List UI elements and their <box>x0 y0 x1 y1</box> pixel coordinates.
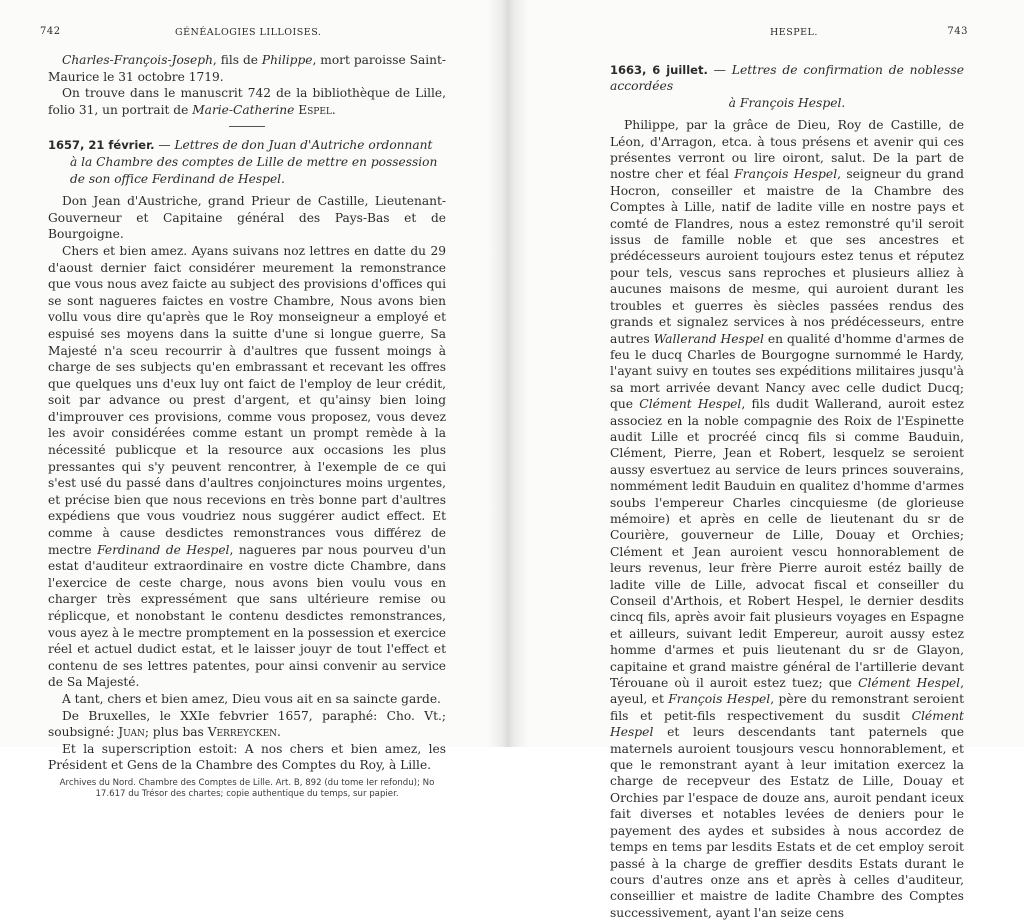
text-run: , père du remonstrant seroient fils et petit-fils respectivement du susdit <box>610 692 965 723</box>
signatory-name: Juan <box>118 725 145 740</box>
entry-title-line: à la Chambre des comptes de Lille de mettre en possession <box>70 154 438 169</box>
entry-date: 1663, 6 juillet. <box>610 63 708 77</box>
intro-paragraph-2 <box>48 85 446 118</box>
text-run: , seigneur du grand Hocron, conseiller et maistre de la Chambre des Comptes à Lille, natif de ladite ville en nostre pays et comté de Flandres, nous a estez remonstré qu'il seroit issus de famille noble et que ses ancestres et prédécesseurs auroient toujours estez tenus et réputez pour tels, vescus sans reproches et plusieurs alliez à aucunes maisons de mesme, qui auroient durant les troubles et guerres ès siècles passées rendus des grands et signalez services à nos prédécesseurs, entre autres <box>610 167 965 346</box>
text-run: , fils dudit Wallerand, auroit estez associez en la noble compagnie des Roix de l'Espinette audit Lille et procréé cincq fils si comme Bauduin, Clément, Pierre, Jean et Robert, lesquelz se seroient aussy esvertuez au service de leurs princes souverains, nommément ledit Bauduin en qualitez d'homme d'armes soubs l'empereur Charles cincquiesme (de glorieuse mémoire) et après en celle de lieutenant du sr de Courière, gouverneur de Lille, Douay et Orchies; Clément et Jean auroient vescu honnorablement de leurs revenus, leur frère Pierre auroit estéz bailly de ladite ville de Lille, advocat fiscal et conseiller du Conseil d'Arthois, et Robert Hespel, le dernier desdits cincq fils, après avoir fait plusieurs voyages en Espagne et ailleurs, suivant ledit Empereur, auroit aussy estez homme d'armes et puis lieutenant du sr de Glayon, capitaine et grand maistre général de l'artillerie devant Térouane où il auroit estez tuez; que <box>610 397 964 691</box>
text-run: et leurs descendants tant paternels que maternels auroient tousjours vescu honnorablement, et que le remonstrant ayant à leur imitation exercez la charge de recepveur des Estatz de Lille, Douay et Orchies par l'espace de douze ans, auroit pendant iceux fait diverses et notables levées de deniers pour le payement des aydes et subsides à nous accordez de temps en tems par lesdits Estats et de cet employ seroit passé à la charge de greffier desdits Estats durant le cours d'autres onze ans et après à celles d'auditeur, conseillier et maistre de ladite Chambre des Comptes successivement, ayant l'an seize cens <box>610 725 964 920</box>
person-name: Wallerand Hespel <box>653 331 764 346</box>
left-page-number: 742 <box>40 26 61 37</box>
person-surname: Espel <box>298 102 332 117</box>
entry-title-line: à François Hespel. <box>728 95 846 110</box>
text-run: . <box>277 725 281 740</box>
intro-paragraph-1 <box>48 52 446 85</box>
archive-source-note: Archives du Nord. Chambre des Comptes de Lille. Art. B, 892 (du tome Ier refondu); No 17.617 du Trésor des chartes; copie authentique du temps, sur papier. <box>59 777 435 799</box>
entry-heading <box>610 62 964 111</box>
left-page <box>0 0 490 799</box>
person-name: Clément Hespel <box>858 676 961 691</box>
person-name: Charles-François-Joseph <box>62 53 213 67</box>
book-gutter <box>488 0 528 747</box>
person-name: Clément Hespel <box>610 708 964 740</box>
person-name: Clément Hespel <box>639 397 742 412</box>
text-run: en qualité d'homme d'armes de feu le ducq Charles de Bourgogne surnommé le Hardy, l'ayant suivy en toutes ses expéditions militaires jusqu'à sa mort arrivée devant Nancy avec celle dudict Ducq; que <box>610 331 964 412</box>
text-run: Chers et bien amez. Ayans suivans noz lettres en datte du 29 d'aoust dernier faict considérer meurement la remonstrance que vous nous avez faicte au subject des provisions d'offices qui se sont nagueres faictes en vostre Chambre, Nous avons bien vollu vous dire qu'après que le Roy monseigneur a employé et espuisé ses moyens dans la suitte d'une si longue guerre, Sa Majesté n'a sceu recourrir à d'aultres que fussent moings à charge de ses subjects qu'en embrassant et recevant les offres que quelques uns d'eux luy ont faict de l'employ de leur crédit, soit par advance ou prest d'argent, et qu'ainsy bien loing d'improuver ces provisions, comme vous proposez, vous devez les avoir considérées comme estant un prompt remède à la nécessité publicque et la resource aux occasions les plus pressantes qui s'y peuvent rencontrer, à l'exemple de ce qui s'est usé du passé dans d'aultres conjoinctures moins urgentes, et précise bien que nous recevions en très bonne part d'aultres expédiens que vous voudriez nous suggérer audict effect. Et comme à cause desdictes remonstrances vous différez de mectre <box>48 243 446 557</box>
right-running-head: HESPEL. <box>770 27 818 38</box>
entry-heading <box>48 137 446 187</box>
left-page-header <box>0 26 490 40</box>
letter-closing: A tant, chers et bien amez, Dieu vous ait en sa saincte garde. <box>62 691 441 706</box>
right-page <box>530 0 1024 920</box>
text-run: , mort paroisse Saint-Maurice le 31 octobre 1719. <box>48 53 446 84</box>
left-page-body <box>48 52 446 800</box>
right-page-header <box>530 26 1024 40</box>
text-run: , ayeul, et <box>610 676 964 707</box>
left-running-head: GÉNÉALOGIES LILLOISES. <box>175 27 322 38</box>
text-run: On trouve dans le manuscrit 742 de la bibliothèque de Lille, folio 31, un portrait de <box>48 86 446 117</box>
person-name: François Hespel <box>668 692 771 707</box>
text-run: — <box>154 138 175 153</box>
entry-title-line: Lettres de don Juan d'Autriche ordonnant <box>174 138 433 153</box>
signatory-name: Verreycken <box>207 725 278 740</box>
text-run: . <box>331 102 336 117</box>
text-run: Philippe, par la grâce de Dieu, Roy de Castille, de Léon, d'Arragon, etca. à tous présens et avenir qui ces présentes verront ou lire oiront, salut. De la part de nostre cher et féal <box>610 118 964 182</box>
letter-superscription: Et la superscription estoit: A nos chers et bien amez, les Président et Gens de la Chambre des Comptes du Roy, à Lille. <box>48 741 446 773</box>
right-page-body <box>610 62 964 921</box>
section-separator <box>229 126 265 127</box>
text-run: , fils de <box>212 53 262 67</box>
letter-salutation: Don Jean d'Austriche, grand Prieur de Castille, Lieutenant-Gouverneur et Capitaine général des Pays-Bas et de Bourgoigne. <box>48 194 446 242</box>
letters-patent-body <box>610 117 964 921</box>
text-run: — <box>707 63 732 77</box>
entry-date: 1657, 21 février. <box>48 138 155 153</box>
text-run: , nagueres par nous pourveu d'un estat d'auditeur extraordinaire en vostre dicte Chambre, dans l'exercice de ceste charge, nous avons bien voulu vous en charger très expressément que sans ultérieure remise ou réplicque, et nonobstant le contenu desdictes remonstrances, vous ayez à le mectre promptement en la possession et exercice réel et actuel dudict estat, et le laisser jouyr de tout l'effect et contenu de ses lettres patentes, pour ainsi convenir au service de Sa Majesté. <box>48 542 447 690</box>
entry-title-line: de son office Ferdinand de Hespel. <box>70 171 285 186</box>
text-run: ; plus bas <box>144 725 208 740</box>
person-name: Ferdinand de Hespel <box>97 542 230 557</box>
text-run: De Bruxelles, le XXIe febvrier 1657, paraphé: Cho. Vt.; soubsigné: <box>48 708 446 740</box>
letter-body <box>48 243 446 691</box>
person-name: Philippe <box>261 53 313 67</box>
entry-title-line: Lettres de confirmation de noblesse accordées <box>610 63 964 94</box>
letter-signature <box>48 708 446 741</box>
right-page-number: 743 <box>947 26 968 37</box>
person-name: François Hespel <box>734 167 838 182</box>
person-name: Marie-Catherine <box>192 102 295 117</box>
